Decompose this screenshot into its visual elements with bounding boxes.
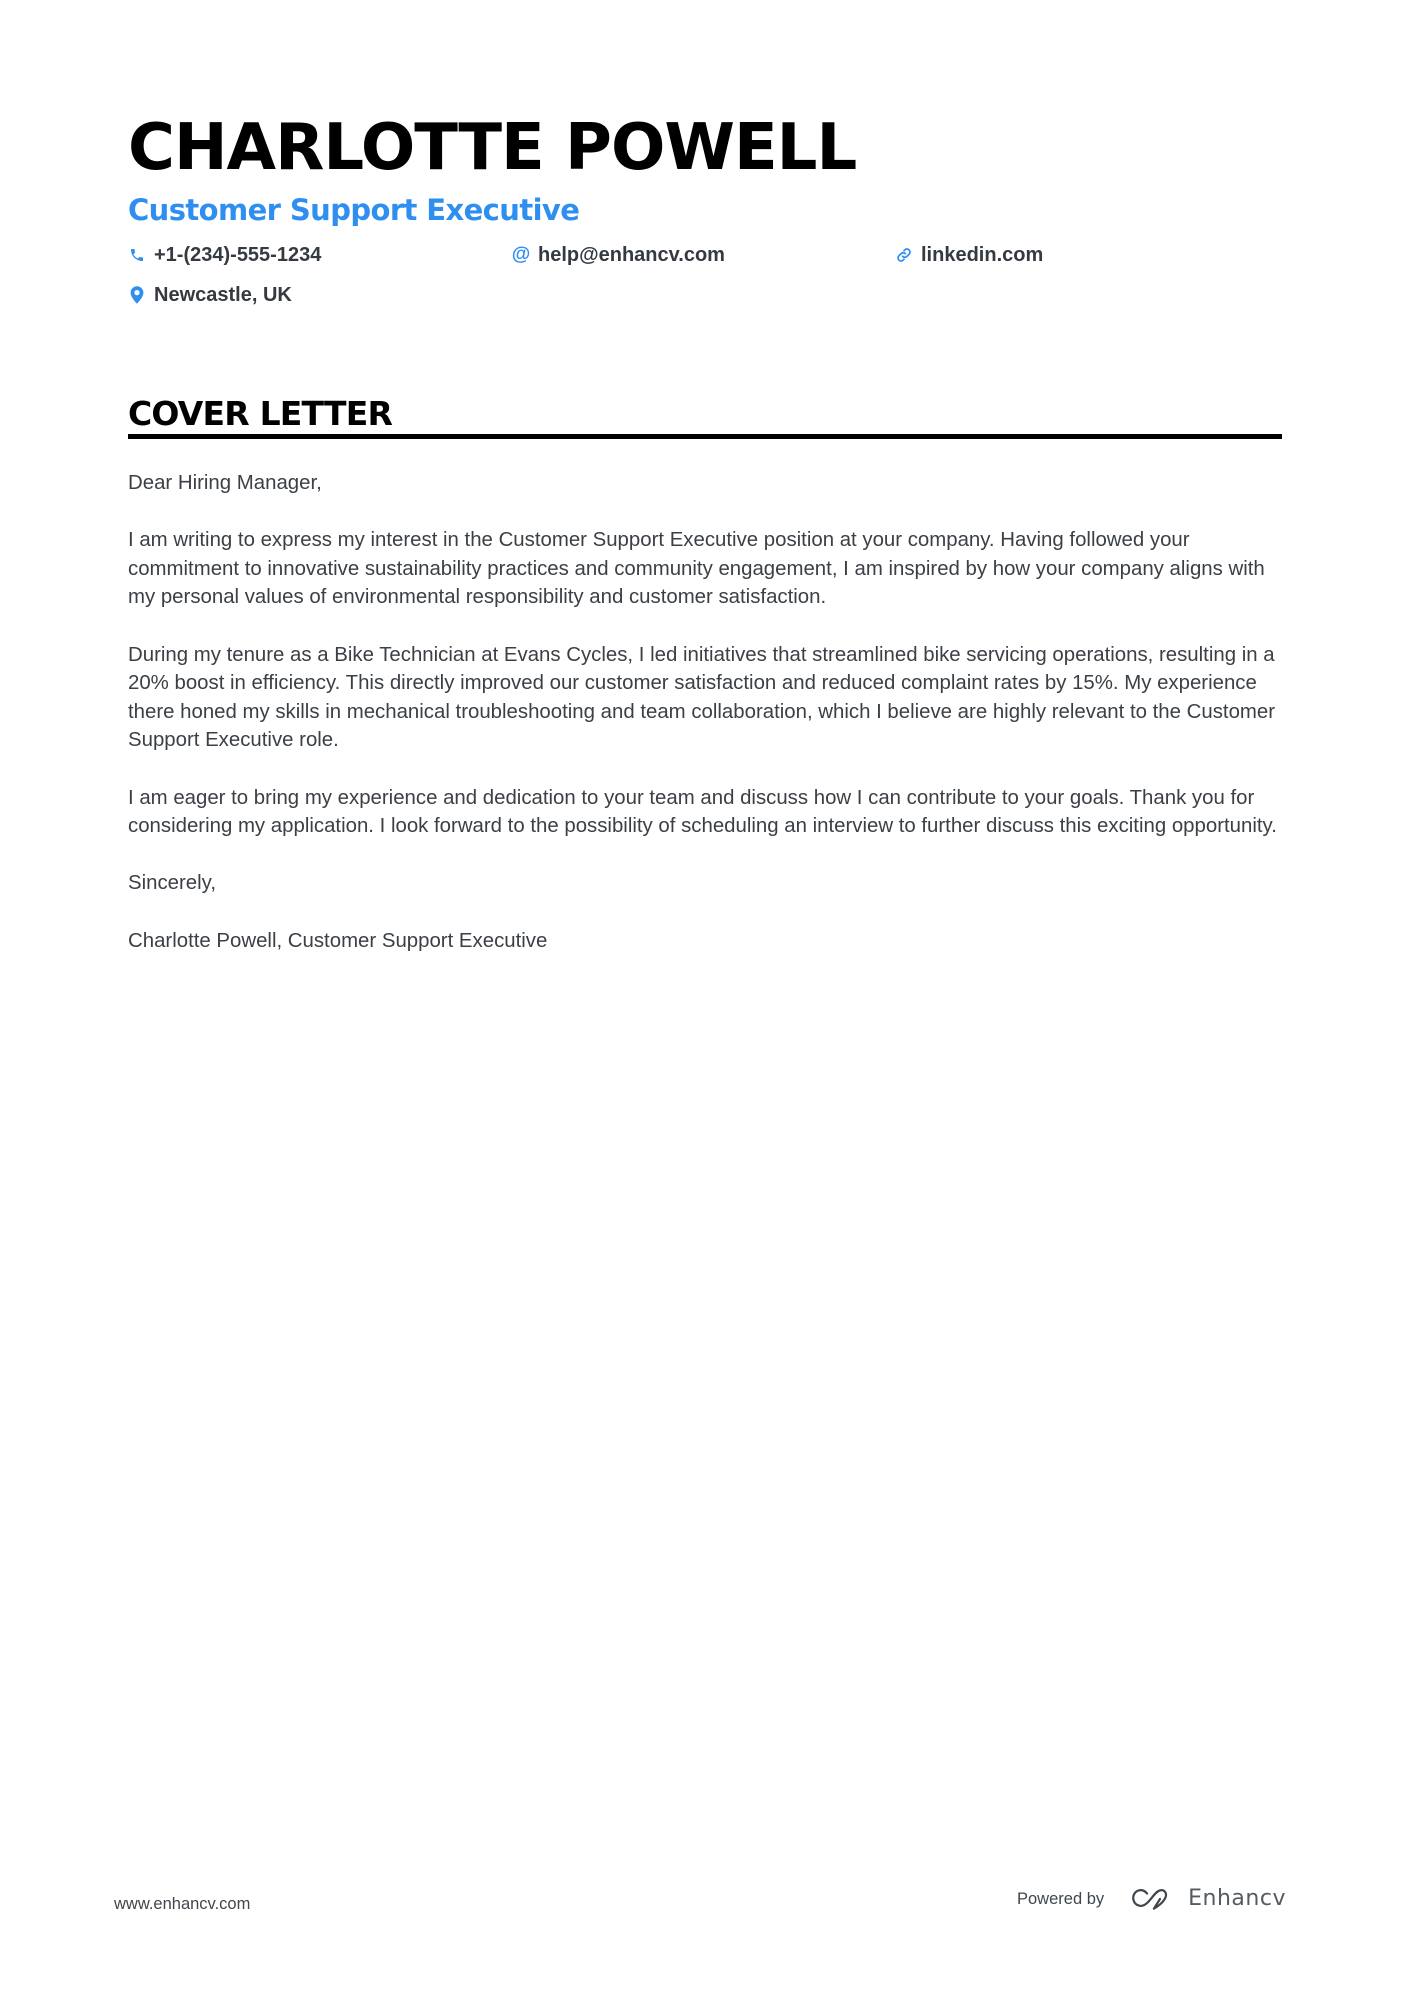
candidate-title: Customer Support Executive xyxy=(128,193,580,227)
map-pin-icon xyxy=(128,285,146,305)
letter-paragraph: During my tenure as a Bike Technician at Evans Cycles, I led initiatives that streamlined bike servicing operations, resulting in a 20% boost in efficiency. This directly improved our customer satisfaction and reduced complaint rates by 15%. My experience there honed my skills in mechanical troubleshooting and team collaboration, which I believe are highly relevant to the Customer Support Executive role. xyxy=(128,643,1276,752)
footer-website-link[interactable]: www.enhancv.com xyxy=(114,1895,251,1913)
phone-icon xyxy=(128,245,146,265)
email-address[interactable]: help@enhancv.com xyxy=(538,244,725,266)
letter-paragraph: I am eager to bring my experience and dedication to your team and discuss how I can contribute to your goals. Thank you for considering my application. I look forward to the possibility of scheduling an interview to further discuss this exciting opportunity. xyxy=(128,786,1277,838)
footer-branding[interactable] xyxy=(1017,1886,1286,1912)
contact-linkedin[interactable] xyxy=(895,242,1043,268)
letter-body xyxy=(128,469,1288,984)
section-divider xyxy=(128,434,1282,439)
phone-number: +1-(234)-555-1234 xyxy=(154,244,322,266)
contact-email[interactable] xyxy=(512,242,725,268)
powered-by-label: Powered by xyxy=(1017,1890,1105,1908)
salutation: Dear Hiring Manager, xyxy=(128,472,322,494)
location-text: Newcastle, UK xyxy=(154,284,292,306)
enhancv-logo-icon xyxy=(1130,1886,1176,1912)
brand-name: Enhancv xyxy=(1188,1886,1286,1911)
signature: Charlotte Powell, Customer Support Executive xyxy=(128,929,548,952)
contact-phone xyxy=(128,242,321,268)
closing: Sincerely, xyxy=(128,872,217,895)
section-heading-cover-letter: COVER LETTER xyxy=(128,394,393,433)
letter-paragraph: I am writing to express my interest in the Customer Support Executive position at your company. Having followed your commitment to innovative sustainability practices and community engagement, I am inspired by how your company aligns with my personal values of environmental responsibility and customer satisfaction. xyxy=(128,529,1265,609)
linkedin-link[interactable]: linkedin.com xyxy=(921,244,1044,266)
contact-location xyxy=(128,282,292,308)
at-icon: @ xyxy=(511,244,531,265)
link-icon xyxy=(895,245,913,265)
candidate-name: CHARLOTTE POWELL xyxy=(128,111,857,185)
